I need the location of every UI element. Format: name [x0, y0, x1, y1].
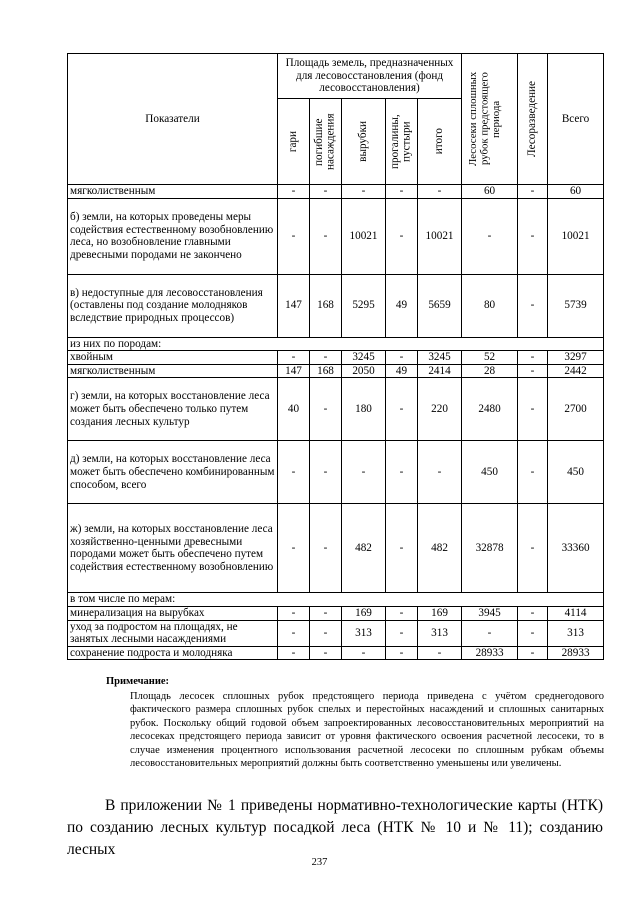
row-value: -: [518, 198, 548, 274]
row-value: 5739: [548, 274, 604, 337]
table-row: [68, 620, 604, 646]
row-value: 28933: [462, 646, 518, 660]
table-row: [68, 606, 604, 620]
row-value: 147: [278, 364, 310, 378]
row-value: -: [518, 606, 548, 620]
row-value: 3297: [548, 351, 604, 365]
row-value: -: [310, 646, 342, 660]
row-value: -: [518, 504, 548, 593]
row-label: б) земли, на которых проведены меры содействия естественному возобновлению леса, но возобновление главными древесными породами не закончено: [68, 198, 278, 274]
table-row: [68, 337, 604, 351]
row-value: -: [310, 606, 342, 620]
row-value: 10021: [342, 198, 386, 274]
row-value: -: [342, 185, 386, 199]
row-value: 49: [386, 364, 418, 378]
row-value: 5295: [342, 274, 386, 337]
row-value: -: [518, 441, 548, 504]
row-value: -: [278, 351, 310, 365]
row-value: -: [418, 185, 462, 199]
row-value: -: [278, 646, 310, 660]
row-value: 80: [462, 274, 518, 337]
row-label: хвойным: [68, 351, 278, 365]
row-label: в том числе по мерам:: [68, 593, 604, 607]
row-value: 482: [418, 504, 462, 593]
row-value: -: [518, 351, 548, 365]
row-label: мягколиственным: [68, 364, 278, 378]
row-value: 52: [462, 351, 518, 365]
row-value: -: [278, 504, 310, 593]
table-row: [68, 378, 604, 441]
row-value: 60: [462, 185, 518, 199]
row-value: 28933: [548, 646, 604, 660]
row-value: 482: [342, 504, 386, 593]
table-row: [68, 504, 604, 593]
row-value: -: [278, 185, 310, 199]
row-value: 2480: [462, 378, 518, 441]
row-value: -: [462, 198, 518, 274]
table-row: [68, 185, 604, 199]
header-cutting-areas: Лесосеки сплошных рубок предстоящего периода: [462, 54, 518, 185]
row-value: 450: [548, 441, 604, 504]
row-value: 32878: [462, 504, 518, 593]
row-label: сохранение подроста и молодняка: [68, 646, 278, 660]
row-value: 3245: [342, 351, 386, 365]
row-label: г) земли, на которых восстановление леса может быть обеспечено только путем создания лесных культур: [68, 378, 278, 441]
row-value: -: [462, 620, 518, 646]
row-value: 169: [418, 606, 462, 620]
row-value: -: [518, 646, 548, 660]
row-value: 5659: [418, 274, 462, 337]
row-value: -: [518, 185, 548, 199]
table-row: [68, 274, 604, 337]
note-title: Примечание:: [106, 676, 170, 687]
row-value: 2442: [548, 364, 604, 378]
row-value: 33360: [548, 504, 604, 593]
table-row: [68, 351, 604, 365]
row-value: -: [418, 646, 462, 660]
row-value: 2050: [342, 364, 386, 378]
row-value: -: [386, 441, 418, 504]
row-value: -: [518, 620, 548, 646]
header-area-col: итого: [418, 99, 462, 185]
note-text: Площадь лесосек сплошных рубок предстоящего периода приведена с учётом среднегодового фактического размера сплошных рубок спелых и перестойных насаждений и сплошных санитарных рубок. Поскольку общий годовой объем запроектированных лесовосстановительных мероприятий на лесосеках предстоящего периода зависит от уровня фактического освоения расчетной лесосеки, то в случае изменения процентного использования расчетной лесосеки по сплошным рубкам объемы лесовосстановительных мероприятий должны быть соответственно уменьшены или увеличены.: [130, 691, 604, 770]
row-value: 10021: [548, 198, 604, 274]
row-value: 3245: [418, 351, 462, 365]
row-value: -: [386, 351, 418, 365]
header-area-col: гари: [278, 99, 310, 185]
row-value: 2700: [548, 378, 604, 441]
row-value: 313: [342, 620, 386, 646]
row-value: -: [386, 185, 418, 199]
table-row: [68, 198, 604, 274]
row-value: -: [386, 198, 418, 274]
row-value: 220: [418, 378, 462, 441]
row-value: -: [310, 620, 342, 646]
row-value: -: [518, 364, 548, 378]
table-row: [68, 364, 604, 378]
row-value: -: [278, 441, 310, 504]
row-label: мягколиственным: [68, 185, 278, 199]
row-value: 169: [342, 606, 386, 620]
row-value: -: [386, 504, 418, 593]
row-label: д) земли, на которых восстановление леса может быть обеспечено комбинированным способом, всего: [68, 441, 278, 504]
row-label: ж) земли, на которых восстановление леса хозяйственно-ценными древесными породами может быть обеспечено путем содействия естественному возобновлению: [68, 504, 278, 593]
row-value: 40: [278, 378, 310, 441]
row-value: 313: [548, 620, 604, 646]
row-value: -: [386, 606, 418, 620]
row-value: 147: [278, 274, 310, 337]
row-value: 180: [342, 378, 386, 441]
row-value: -: [418, 441, 462, 504]
row-value: -: [278, 198, 310, 274]
row-value: 450: [462, 441, 518, 504]
row-value: -: [342, 646, 386, 660]
row-value: -: [278, 606, 310, 620]
row-value: -: [386, 378, 418, 441]
header-forest-breeding: Лесоразведение: [518, 54, 548, 185]
table-row: [68, 646, 604, 660]
row-value: -: [386, 620, 418, 646]
row-label: из них по породам:: [68, 337, 604, 351]
row-value: -: [342, 441, 386, 504]
body-paragraph: В приложении № 1 приведены нормативно-технологические карты (НТК) по созданию лесных культур посадкой леса (НТК № 10 и № 11); созданию лесных: [67, 797, 603, 858]
row-value: 10021: [418, 198, 462, 274]
header-area-col: погибшие насаждения: [310, 99, 342, 185]
row-value: 4114: [548, 606, 604, 620]
row-value: -: [310, 185, 342, 199]
row-label: в) недоступные для лесовосстановления (оставлены под создание молодняков вследствие природных процессов): [68, 274, 278, 337]
row-value: 60: [548, 185, 604, 199]
forest-restoration-table: [67, 53, 604, 660]
page-number: 237: [311, 857, 328, 868]
row-value: -: [278, 620, 310, 646]
row-value: 28: [462, 364, 518, 378]
row-label: уход за подростом на площадях, не занятых лесными насаждениями: [68, 620, 278, 646]
row-label: минерализация на вырубках: [68, 606, 278, 620]
row-value: -: [386, 646, 418, 660]
row-value: 313: [418, 620, 462, 646]
table-row: [68, 593, 604, 607]
row-value: 2414: [418, 364, 462, 378]
row-value: -: [310, 198, 342, 274]
row-value: -: [310, 351, 342, 365]
row-value: -: [518, 378, 548, 441]
header-area-group: Площадь земель, предназначенных для лесовосстановления (фонд лесовосстановления): [278, 54, 462, 99]
header-area-col: прогалины, пустыри: [386, 99, 418, 185]
row-value: 49: [386, 274, 418, 337]
row-value: 168: [310, 274, 342, 337]
header-total: Всего: [548, 54, 604, 185]
row-value: -: [310, 504, 342, 593]
table-row: [68, 441, 604, 504]
row-value: 3945: [462, 606, 518, 620]
row-value: -: [310, 441, 342, 504]
header-indicators: Показатели: [68, 54, 278, 185]
header-area-col: вырубки: [342, 99, 386, 185]
row-value: -: [518, 274, 548, 337]
row-value: -: [310, 378, 342, 441]
row-value: 168: [310, 364, 342, 378]
